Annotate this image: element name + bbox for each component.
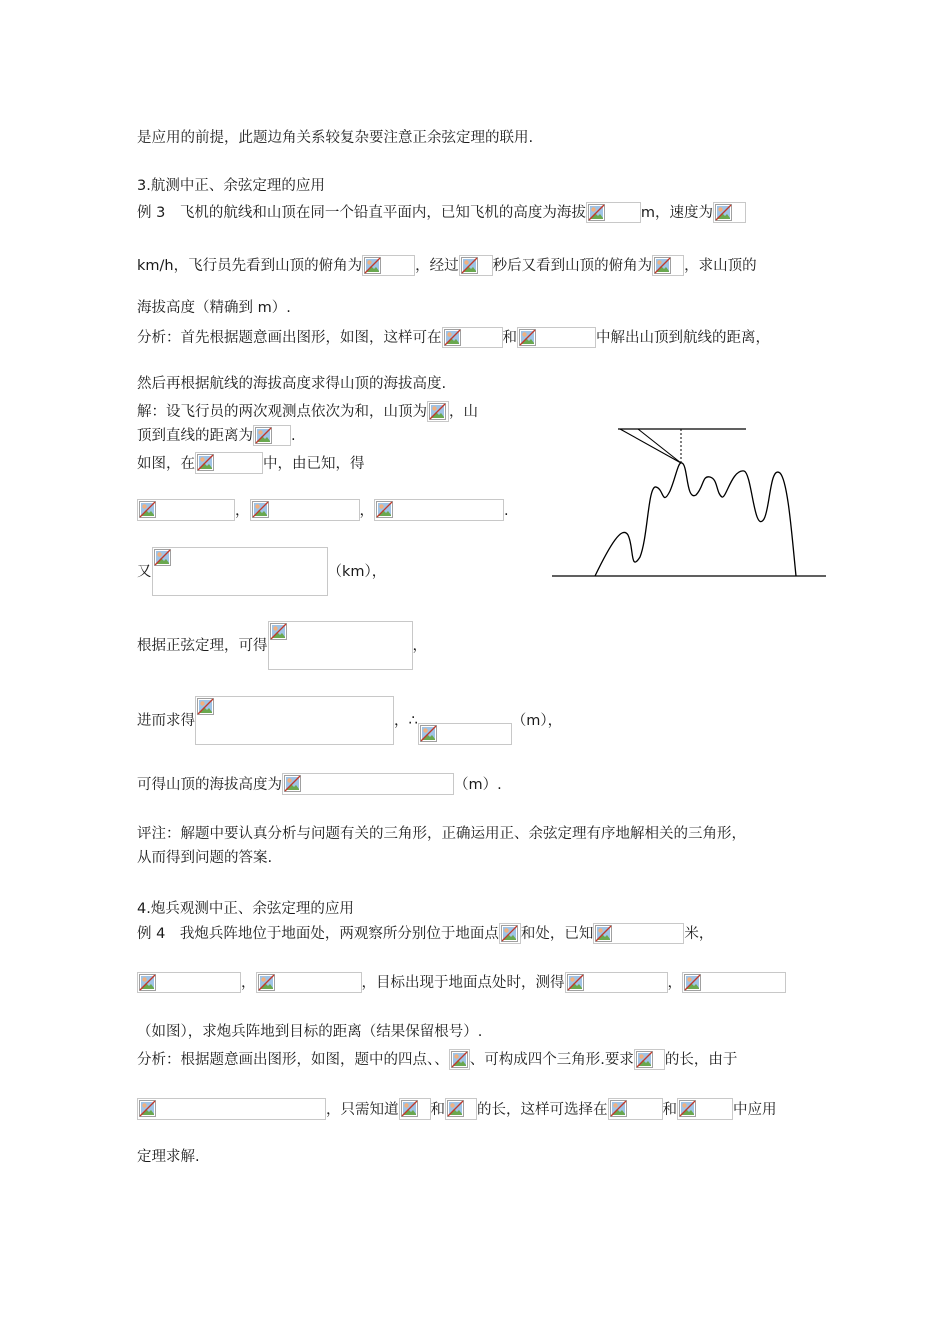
broken-image-icon [420,725,437,742]
solution-3-formulas: ， ， . [137,499,509,521]
formula-image [256,972,362,993]
solution-3-then-line: 进而求得 ，∴ （m）， [137,696,562,745]
broken-image-icon [284,775,301,792]
formula-image [137,499,235,521]
broken-image-icon [429,403,446,420]
solution-3-you-line: 又 （km）， [137,547,386,596]
example-4-line-2: ， ，目标出现于地面点处时，测得 ， [137,972,786,993]
broken-image-icon [258,974,275,991]
mountain-figure [550,425,830,585]
broken-image-icon [139,974,156,991]
example-3-line-1: 例 3 飞机的航线和山顶在同一个铅直平面内，已知飞机的高度为海拔 m，速度为 [137,202,746,223]
broken-image-icon [451,1051,468,1068]
formula-image [152,547,328,596]
formula-image [137,1098,326,1120]
broken-image-icon [252,501,269,518]
formula-image [137,972,241,993]
analysis-3-line-1: 分析：首先根据题意画出图形，如图，这样可在 和 中解出山顶到航线的距离， [137,327,770,348]
broken-image-icon [376,501,393,518]
broken-image-icon [197,454,214,471]
solution-3-line-2: 顶到直线的距离为 . [137,425,296,446]
formula-image [362,255,415,276]
broken-image-icon [636,1051,653,1068]
broken-image-icon [401,1100,418,1117]
formula-image [565,972,668,993]
broken-image-icon [139,501,156,518]
broken-image-icon [270,623,287,640]
formula-image [253,425,291,446]
formula-image [418,723,512,745]
formula-image [427,401,449,422]
formula-image [652,255,684,276]
intro-line: 是应用的前提，此题边角关系较复杂要注意正余弦定理的联用. [137,130,534,146]
formula-image [445,1098,477,1120]
broken-image-icon [461,257,478,274]
solution-3-line-1: 解：设飞行员的两次观测点依次为和，山顶为 ，山 [137,401,478,422]
formula-image [677,1098,733,1120]
analysis-4-line-3: 定理求解. [137,1149,200,1165]
sight-line-1 [620,429,681,463]
broken-image-icon [654,257,671,274]
broken-image-icon [364,257,381,274]
broken-image-icon [444,329,461,346]
formula-image [634,1049,665,1070]
broken-image-icon [255,427,272,444]
broken-image-icon [197,698,214,715]
broken-image-icon [595,925,612,942]
formula-image [593,923,684,944]
broken-image-icon [501,925,518,942]
formula-image [459,255,493,276]
broken-image-icon [567,974,584,991]
formula-image [517,327,596,348]
section-3-title: 3.航测中正、余弦定理的应用 [137,178,325,194]
formula-image [250,499,360,521]
formula-image [713,202,746,223]
broken-image-icon [519,329,536,346]
formula-image [282,773,454,795]
analysis-4-line-1: 分析：根据题意画出图形，如图，题中的四点、、 、可构成四个三角形.要求 的长，由于 [137,1049,737,1070]
formula-image [195,452,263,474]
formula-image [195,696,394,745]
broken-image-icon [154,549,171,566]
formula-image [449,1049,470,1070]
example-3-line-3: 海拔高度（精确到 m）. [137,300,291,316]
example-4-line-3: （如图），求炮兵阵地到目标的距离（结果保留根号）. [137,1024,483,1040]
mountain-outline [595,463,796,576]
solution-3-height-line: 可得山顶的海拔高度为 （m）. [137,773,502,795]
formula-image [586,202,641,223]
note-line-2: 从而得到问题的答案. [137,850,273,866]
broken-image-icon [588,204,605,221]
broken-image-icon [684,974,701,991]
broken-image-icon [679,1100,696,1117]
formula-image [682,972,786,993]
broken-image-icon [139,1100,156,1117]
sight-line-2 [638,429,681,463]
formula-image [442,327,503,348]
note-line-1: 评注：解题中要认真分析与问题有关的三角形，正确运用正、余弦定理有序地解相关的三角形， [137,826,746,842]
formula-image [374,499,504,521]
example-3-line-2: km/h，飞行员先看到山顶的俯角为 ，经过 秒后又看到山顶的俯角为 ，求山顶的 [137,255,757,276]
solution-3-sine-line: 根据正弦定理，可得 ， [137,621,427,670]
broken-image-icon [715,204,732,221]
formula-image [499,923,521,944]
formula-image [399,1098,431,1120]
broken-image-icon [610,1100,627,1117]
broken-image-icon [447,1100,464,1117]
analysis-4-line-2: ，只需知道 和 的长，这样可选择在 和 中应用 [137,1098,777,1120]
example-4-line-1: 例 4 我炮兵阵地位于地面处，两观察所分别位于地面点 和处，已知 米， [137,923,713,944]
solution-3-line-3: 如图，在 中，由已知，得 [137,452,365,474]
section-4-title: 4.炮兵观测中正、余弦定理的应用 [137,901,354,917]
analysis-3-line-2: 然后再根据航线的海拔高度求得山顶的海拔高度. [137,376,447,392]
formula-image [608,1098,663,1120]
formula-image [268,621,413,670]
